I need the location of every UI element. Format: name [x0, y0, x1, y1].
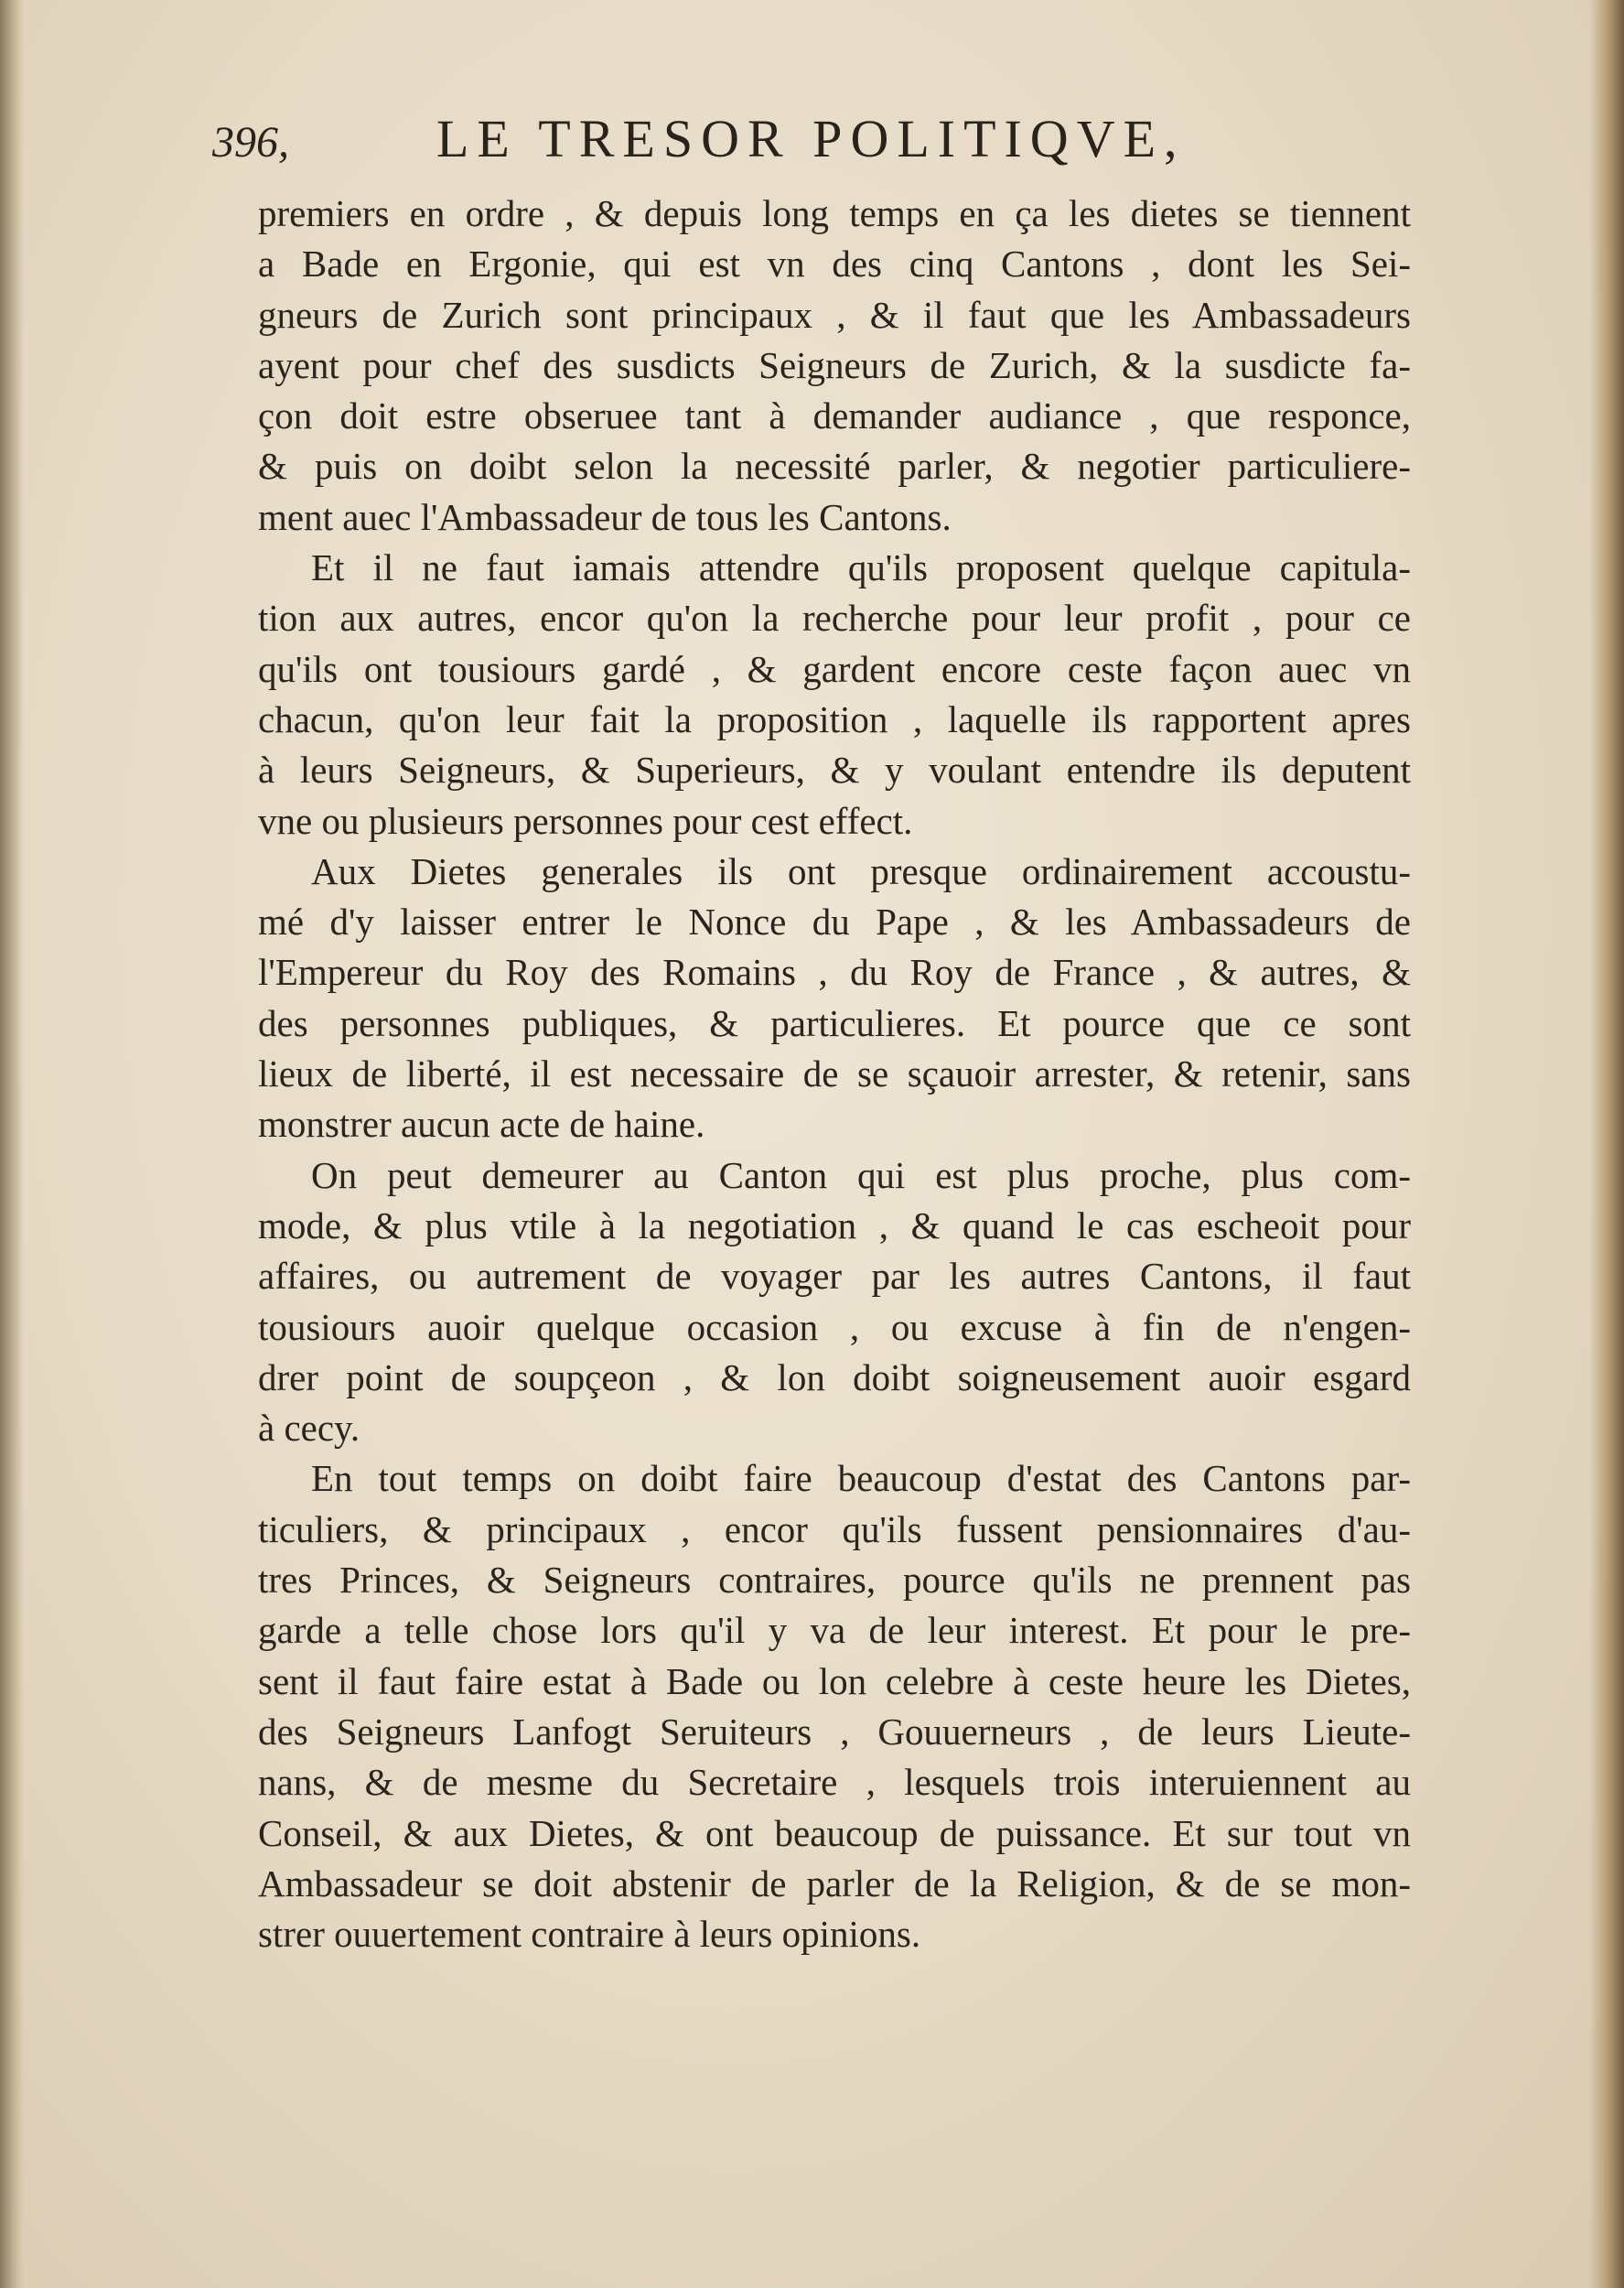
left-page-edge: [0, 0, 24, 2288]
text-line: tion aux autres, encor qu'on la recherche pour leur profit , pour ce: [258, 597, 1411, 640]
text-line: a Bade en Ergonie, qui est vn des cinq Cantons , dont les Sei-: [258, 243, 1411, 286]
running-head: [212, 108, 1438, 174]
text-line: monstrer aucun acte de haine.: [258, 1103, 705, 1146]
page-number: 396,: [212, 118, 289, 167]
text-line: strer ouuertement contraire à leurs opinions.: [258, 1913, 921, 1956]
text-line: & puis on doibt selon la necessité parler, & negotier particuliere-: [258, 445, 1411, 488]
text-line: à leurs Seigneurs, & Superieurs, & y voulant entendre ils deputent: [258, 749, 1411, 792]
text-line: nans, & de mesme du Secretaire , lesquels trois interuiennent au: [258, 1761, 1411, 1804]
text-line: En tout temps on doibt faire beaucoup d'estat des Cantons par-: [311, 1457, 1411, 1500]
running-title: LE TRESOR POLITIQVE,: [436, 109, 1186, 168]
text-line: ticuliers, & principaux , encor qu'ils fussent pensionnaires d'au-: [258, 1507, 1411, 1550]
text-line: vne ou plusieurs personnes pour cest effect.: [258, 799, 913, 842]
text-line: tousiours auoir quelque occasion , ou excuse à fin de n'engen-: [258, 1305, 1411, 1348]
text-line: Ambassadeur se doit abstenir de parler de la Religion, & de se mon-: [258, 1862, 1411, 1905]
text-line: tres Princes, & Seigneurs contraires, pource qu'ils ne prennent pas: [258, 1559, 1411, 1602]
paragraph: [258, 543, 1411, 847]
text-line: des personnes publiques, & particulieres. Et pource que ce sont: [258, 1001, 1411, 1044]
text-line: sent il faut faire estat à Bade ou lon celebre à ceste heure les Dietes,: [258, 1659, 1411, 1702]
text-line: qu'ils ont tousiours gardé , & gardent encore ceste façon auec vn: [258, 647, 1411, 690]
text-line: ayent pour chef des susdicts Seigneurs de Zurich, & la susdicte fa-: [258, 343, 1411, 386]
text-line: premiers en ordre , & depuis long temps en ça les dietes se tiennent: [258, 192, 1411, 234]
text-line: gneurs de Zurich sont principaux , & il faut que les Ambassadeurs: [258, 293, 1411, 336]
text-line: Et il ne faut iamais attendre qu'ils proposent quelque capitula-: [311, 546, 1411, 589]
text-line: mode, & plus vtile à la negotiation , & quand le cas escheoit pour: [258, 1203, 1411, 1247]
body-text: [258, 189, 1411, 1959]
text-line: çon doit estre obseruee tant à demander audiance , que responce,: [258, 394, 1411, 437]
text-line: On peut demeurer au Canton qui est plus proche, plus com-: [311, 1153, 1411, 1196]
text-line: lieux de liberté, il est necessaire de se sçauoir arrester, & retenir, sans: [258, 1052, 1411, 1095]
paragraph: [258, 1453, 1411, 1959]
text-line: à cecy.: [258, 1407, 360, 1450]
text-line: mé d'y laisser entrer le Nonce du Pape , & les Ambassadeurs de: [258, 901, 1411, 944]
text-line: chacun, qu'on leur fait la proposition , laquelle ils rapportent apres: [258, 697, 1411, 740]
paragraph: [258, 189, 1411, 543]
text-line: Aux Dietes generales ils ont presque ordinairement accoustu-: [311, 849, 1411, 892]
paragraph: [258, 847, 1411, 1150]
text-line: Conseil, & aux Dietes, & ont beaucoup de puissance. Et sur tout vn: [258, 1811, 1411, 1854]
text-line: drer point de soupçeon , & lon doibt soigneusement auoir esgard: [258, 1355, 1411, 1398]
text-line: des Seigneurs Lanfogt Seruiteurs , Gouuerneurs , de leurs Lieute-: [258, 1710, 1411, 1753]
text-line: l'Empereur du Roy des Romains , du Roy de France , & autres, &: [258, 951, 1411, 994]
text-line: ment auec l'Ambassadeur de tous les Cantons.: [258, 495, 952, 538]
text-line: garde a telle chose lors qu'il y va de leur interest. Et pour le pre-: [258, 1609, 1411, 1652]
right-page-edge: [1589, 0, 1624, 2288]
paragraph: [258, 1150, 1411, 1454]
text-line: affaires, ou autrement de voyager par les autres Cantons, il faut: [258, 1255, 1411, 1298]
